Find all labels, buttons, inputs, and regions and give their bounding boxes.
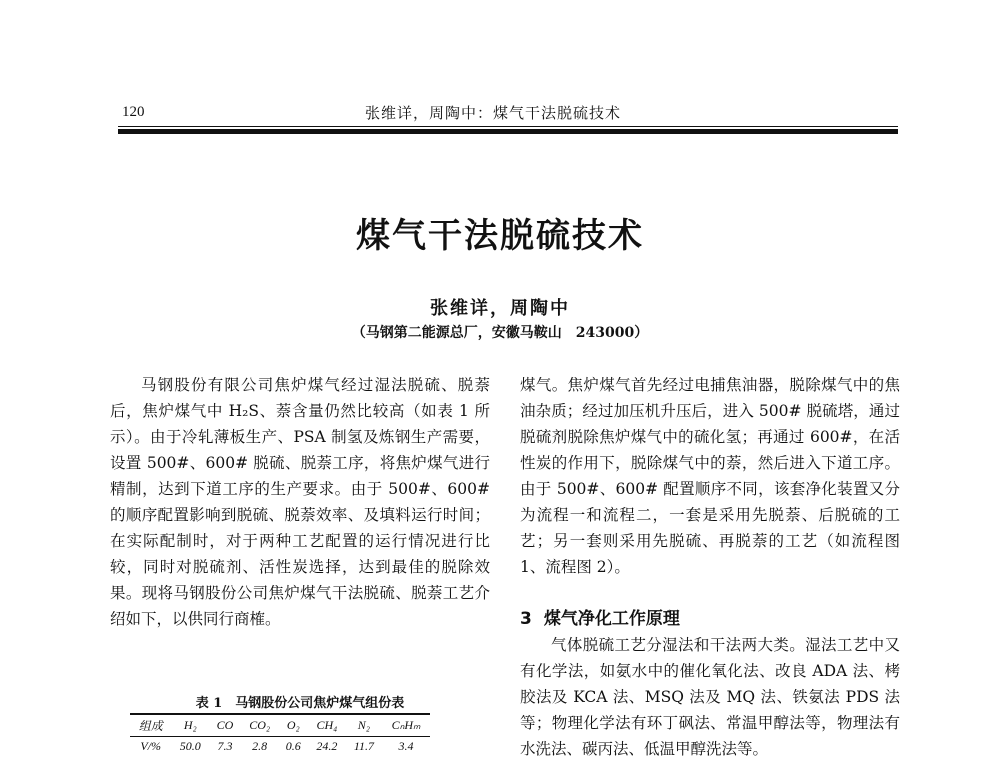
table-header-cell: O₂: [286, 718, 300, 732]
article-title: 煤气干法脱硫技术: [356, 216, 644, 256]
section-heading: [520, 604, 680, 629]
table-header-cell: CO: [216, 718, 234, 732]
table-header-cell: CₙHₘ: [391, 718, 421, 732]
table-row: [130, 737, 430, 757]
right-column: [520, 372, 900, 580]
authors: 张维详，周陶中: [430, 298, 570, 319]
table-header-cell: N₂: [357, 718, 370, 732]
table-cell: 3.4: [398, 739, 414, 753]
affiliation: （马钢第二能源总厂，安徽马鞍山 243000）: [351, 325, 649, 341]
process-paragraph: 煤气。焦炉煤气首先经过电捕焦油器，脱除煤气中的焦油杂质；经过加压机升压后，进入 500# 脱硫塔，通过脱硫剂脱除焦炉煤气中的硫化氢；再通过 600#，在活性炭的作用下，脱除煤气中的萘，然后进入下道工序。由于 500#、600# 配置顺序不同，该套净化装置又分为流程一和流程二，一套是采用先脱萘、后脱硫的工艺；另一套则采用先脱硫、再脱萘的工艺（如流程图 1、流程图 2）。: [520, 376, 900, 576]
header-rule-thick: [118, 129, 898, 134]
table-cell: 7.3: [217, 739, 233, 753]
running-title: 张维详，周陶中：煤气干法脱硫技术: [365, 104, 622, 122]
section-number: 3: [520, 609, 532, 629]
table-cell: 0.6: [285, 739, 301, 753]
table-header-cell: 组成: [138, 719, 163, 733]
intro-paragraph: 马钢股份有限公司焦炉煤气经过湿法脱硫、脱萘后，焦炉煤气中 H₂S、萘含量仍然比较高（如表 1 所示）。由于冷轧薄板生产、PSA 制氢及炼钢生产需要，设置 500#、600# 脱硫、脱萘工序，将焦炉煤气进行精制，达到下道工序的生产要求。由于 500#、600# 的顺序配置影响到脱硫、脱萘效率、及填料运行时间；在实际配制时，对于两种工艺配置的运行情况进行比较，同时对脱硫剂、活性炭选择，达到最佳的脱除效果。现将马钢股份公司焦炉煤气干法脱硫、脱萘工艺介绍如下，以供同行商榷。: [110, 376, 490, 628]
principle-paragraph: 气体脱硫工艺分湿法和干法两大类。湿法工艺中又有化学法，如氨水中的催化氧化法、改良 ADA 法、栲胶法及 KCA 法、MSQ 法及 MQ 法、铁氨法 PDS 法等；物理化学法有环丁砜法、常温甲醇法等，物理法有水洗法、碳丙法、低温甲醇洗法等。: [520, 636, 900, 758]
right-column-lower: [520, 632, 900, 762]
table-caption: 表 1 马钢股份公司焦炉煤气组份表: [195, 696, 405, 711]
header-rule-thin: [118, 126, 898, 127]
table-header-cell: H₂: [183, 718, 197, 732]
table-header-cell: CH₄: [316, 718, 338, 732]
table-cell: V/%: [140, 739, 162, 753]
table-header-row: [130, 714, 430, 737]
table-cell: 11.7: [353, 739, 374, 753]
page-number: 120: [122, 104, 145, 120]
table-cell: 24.2: [316, 739, 338, 753]
gas-composition-table: [130, 713, 430, 756]
left-column: [110, 372, 490, 632]
section-title: 煤气净化工作原理: [543, 609, 680, 629]
table-cell: 2.8: [252, 739, 268, 753]
table-cell: 50.0: [179, 739, 201, 753]
table-header-cell: CO₂: [249, 718, 271, 732]
